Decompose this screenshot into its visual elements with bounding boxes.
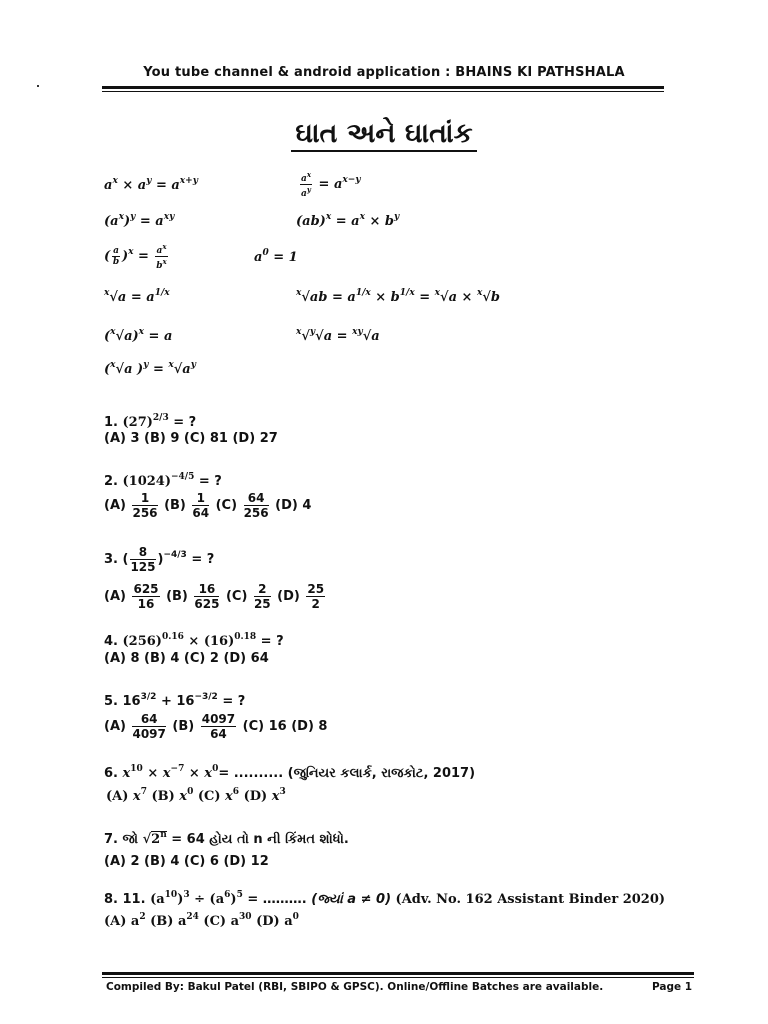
options-5: (A) $\frac{64}{4097}$ (B) $\frac{4097}{64}$ (C) 16 (D) 8	[104, 712, 328, 741]
page-number: Page 1	[652, 981, 693, 993]
question-2: 2. $(1024)^{-4/5}$ = ?	[104, 472, 222, 489]
options-7: (A) 2 (B) 4 (C) 6 (D) 12	[104, 854, 269, 869]
options-4: (A) 8 (B) 4 (C) 2 (D) 64	[104, 651, 269, 666]
rule-6: $a^0 = 1$	[254, 248, 298, 265]
header-rule	[102, 86, 664, 89]
question-8: 8. 11. $(a^{10})^3 \div (a^6)^5$ = ………. (જ્યાં a ≠ 0) (Adv. No. 162 Assistant Binder 2020)	[104, 890, 666, 907]
question-5: 5. $16^{3/2} + 16^{-3/2}$ = ?	[104, 692, 246, 709]
question-3: 3. ( $\frac{8}{125}$ )$^{-4/3}$ = ?	[104, 545, 215, 574]
question-6: 6. $x^{10} \times x^{-7} \times x^0=$ .......... (જુનિયર કલાર્ક, રાજકોટ, 2017)	[104, 764, 476, 781]
rule-7: $^x√a = a^{1/x}$	[104, 288, 170, 305]
rule-2: $\frac{a^x}{a^y}$ = $a^{x-y}$	[301, 170, 361, 199]
options-8: (A) $a^2$ (B) $a^{24}$ (C) $a^{30}$ (D) $a^0$	[104, 912, 299, 929]
options-3: (A) $\frac{625}{16}$ (B) $\frac{16}{625}$ (C) $\frac{2}{25}$ (D) $\frac{25}{2}$	[104, 582, 325, 611]
page-header: You tube channel & android application : BHAINS KI PATHSHALA	[143, 65, 625, 80]
options-2: (A) $\frac{1}{256}$ (B) $\frac{1}{64}$ (C) $\frac{64}{256}$ (D) 4	[104, 491, 312, 520]
rule-3: $(a^x)^y = a^{xy}$	[104, 212, 175, 229]
stray-dot	[37, 85, 39, 87]
question-1: 1. $(27)^{2/3}$ = ?	[104, 413, 197, 430]
footer-rule-thin	[102, 977, 694, 978]
rule-11: ($^x$√a )$^y = ^x√a^y$	[104, 360, 196, 377]
rule-1: $a^x \times a^y = a^{x+y}$	[104, 176, 198, 193]
question-4: 4. $(256)^{0.16} \times (16)^{0.18}$ = ?	[104, 632, 284, 649]
rule-10: $^x$√$^y$√a = $^{xy}$√a	[296, 327, 380, 344]
options-1: (A) 3 (B) 9 (C) 81 (D) 27	[104, 431, 278, 446]
rule-8: $^x√ab = a^{1/x} \times b^{1/x} = ^x√a \times ^x√b$	[296, 288, 500, 305]
rule-4: $(ab)^x = a^x \times b^y$	[296, 212, 400, 229]
page-footer: Compiled By: Bakul Patel (RBI, SBIPO & GPSC). Online/Offline Batches are available.	[106, 981, 604, 993]
rule-5: ( $\frac{a}{b}$ )$^x$ = $\frac{a^x}{b^x}$	[104, 242, 167, 271]
header-rule-thin	[102, 91, 664, 92]
rule-9: $(^x√a)^x = a$	[104, 327, 173, 344]
options-6: (A) $x^7$ (B) $x^0$ (C) $x^6$ (D) $x^3$	[106, 787, 286, 804]
question-7: 7. જો $√2^n = 64$ હોય તો n ની કિંમત શોધો.	[104, 830, 349, 847]
footer-rule	[102, 972, 694, 975]
page-title: ઘાત અને ઘાતાંક	[0, 118, 768, 150]
